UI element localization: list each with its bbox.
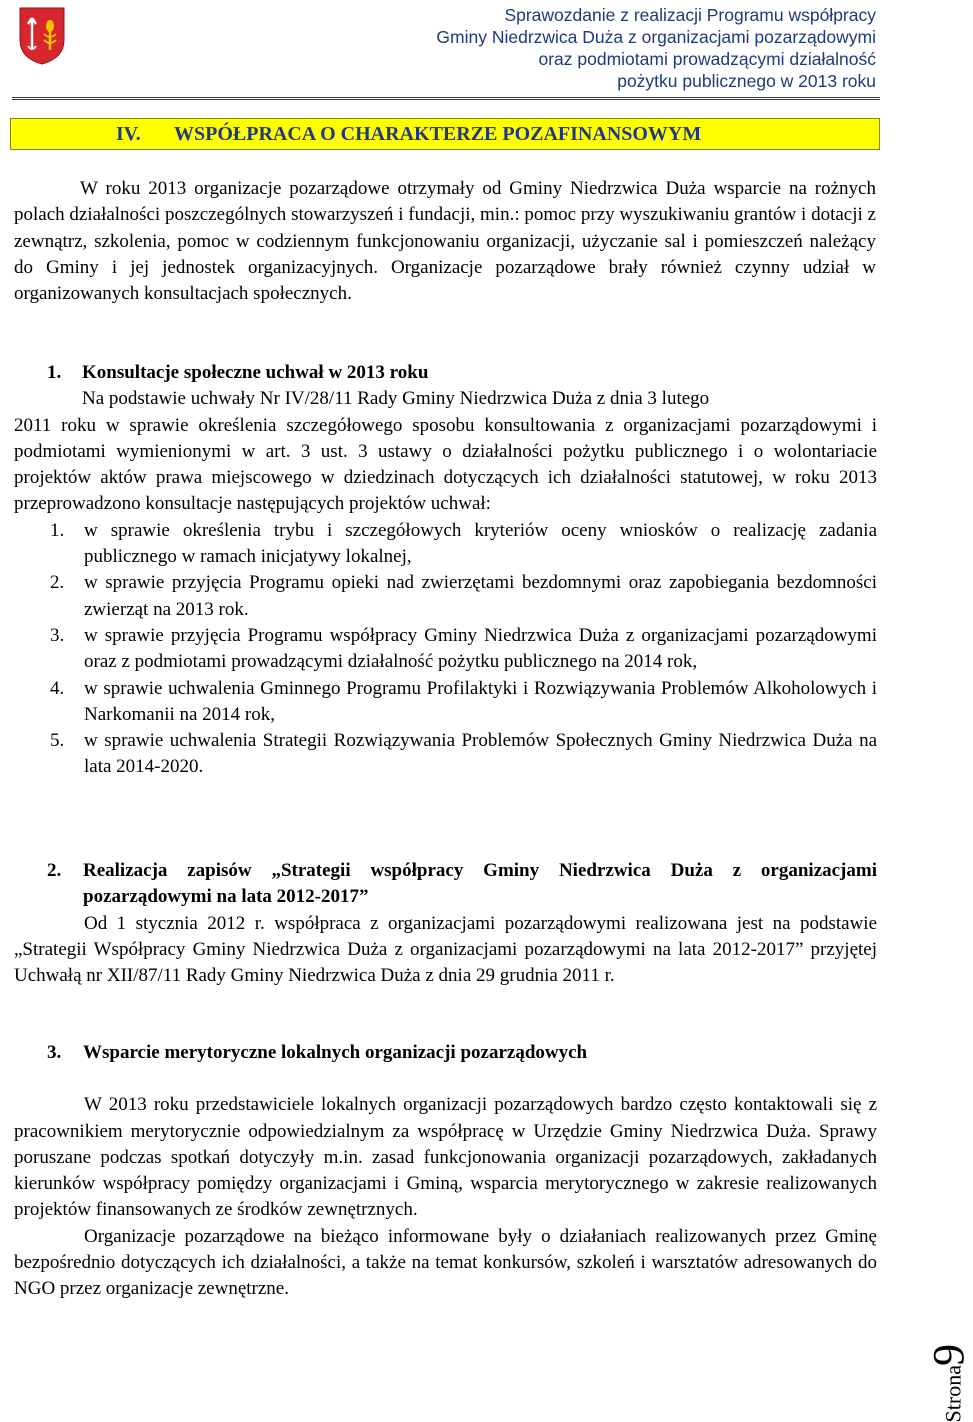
header-line-2: Gminy Niedrzwica Duża z organizacjami pozarządowymi: [436, 27, 876, 47]
section-paragraph: Organizacje pozarządowe na bieżąco informowane były o działaniach realizowanych przez Gminę bezpośrednio dotyczących ich działalności, a także na temat konkursów, szkoleń i warsztatów adresowanych do NGO przez organizacje zewnętrzne.: [14, 1225, 877, 1300]
list-item: [14, 570, 877, 623]
running-header: [436, 4, 876, 92]
page-number: [920, 1300, 973, 1422]
list-item: [14, 623, 877, 676]
list-item-number: 2.: [50, 572, 65, 594]
list-item: [14, 728, 877, 781]
chapter-title: WSPÓŁPRACA O CHARAKTERZE POZAFINANSOWYM: [174, 123, 702, 145]
section-heading: [47, 858, 877, 911]
section-paragraph: W 2013 roku przedstawiciele lokalnych organizacji pozarządowych bardzo często kontaktowali się z pracownikiem merytorycznie odpowiedzialnym za współpracę w Urzędzie Gminy Niedrzwica Duża. Sprawy poruszane podczas spotkań dotyczyły m.in. zasad funkcjonowania organizacji pozarządowych, zakładanych kierunków współpracy pomiędzy organizacjami i Gminą, wsparcia merytorycznego w zakresie realizowanych projektów finansowanych ze środków zewnętrznych.: [14, 1094, 877, 1221]
section-title: Konsultacje społeczne uchwał w 2013 roku: [82, 362, 429, 383]
list-item-text: w sprawie przyjęcia Programu opieki nad zwierzętami bezdomnymi oraz zapobiegania bezdomności zwierząt na 2013 rok.: [84, 572, 877, 620]
list-item-number: 4.: [50, 677, 65, 699]
section-number: 1.: [47, 362, 62, 383]
section-heading: [47, 360, 877, 386]
section-body: [14, 911, 877, 990]
section-body: 2011 roku w sprawie określenia szczegółowego sposobu konsultowania z organizacjami pozarządowymi i podmiotami wymienionymi w art. 3 ust. 3 ustawy o działalności pożytku publicznego i o wolontariacie projektów aktów prawa miejscowego w dziedzinach dotyczących ich działalności statutowej, w roku 2013 przeprowadzono konsultacje następujących projektów uchwał:: [14, 414, 877, 515]
section-title: Wsparcie merytoryczne lokalnych organizacji pozarządowych: [83, 1042, 588, 1063]
section-title: Realizacja zapisów „Strategii współpracy Gminy Niedrzwica Duża z organizacjami pozarządowymi na lata 2012-2017”: [83, 860, 877, 908]
header-line-1: Sprawozdanie z realizacji Programu współpracy: [504, 5, 876, 25]
section-number: 2.: [47, 860, 62, 881]
header-line-3: oraz podmiotami prowadzącymi działalność: [538, 49, 876, 69]
list-item-text: w sprawie uchwalenia Gminnego Programu Profilaktyki i Rozwiązywania Problemów Alkoholowych i Narkomanii na 2014 rok,: [84, 677, 877, 725]
section-heading: [47, 1040, 877, 1066]
coat-of-arms-logo: [18, 6, 66, 66]
list-item-text: w sprawie uchwalenia Strategii Rozwiązywania Problemów Społecznych Gminy Niedrzwica Duża na lata 2014-2020.: [84, 730, 877, 778]
section-strategy: [14, 858, 877, 989]
section-body: [14, 1092, 877, 1302]
resolution-list: [14, 518, 877, 781]
list-item-number: 3.: [50, 624, 65, 646]
list-item: [14, 518, 877, 571]
section-lead: Na podstawie uchwały Nr IV/28/11 Rady Gminy Niedrzwica Duża z dnia 3 lutego: [82, 388, 710, 410]
header-line-4: pożytku publicznego w 2013 roku: [617, 71, 876, 91]
list-item: [14, 676, 877, 729]
section-paragraph: Od 1 stycznia 2012 r. współpraca z organizacjami pozarządowymi realizowana jest na podstawie „Strategii Współpracy Gminy Niedrzwica Duża z organizacjami pozarządowymi na lata 2012-2017” przyjętej Uchwałą nr XII/87/11 Rady Gminy Niedrzwica Duża z dnia 29 grudnia 2011 r.: [14, 912, 877, 987]
list-item-number: 5.: [50, 730, 65, 752]
section-support: [14, 1040, 877, 1303]
page-number-value: 9: [924, 1344, 973, 1366]
list-item-number: 1.: [50, 519, 65, 541]
page-label: Strona: [940, 1365, 965, 1422]
section-consultations: [14, 360, 877, 781]
chapter-number: IV.: [116, 123, 141, 145]
section-number: 3.: [47, 1042, 62, 1063]
header-divider: [12, 97, 880, 100]
intro-paragraph: W roku 2013 organizacje pozarządowe otrzymały od Gminy Niedrzwica Duża wsparcie na rożnych polach działalności poszczególnych stowarzyszeń i fundacji, min.: pomoc przy wyszukiwaniu grantów i dotacji z zewnątrz, szkolenia, pomoc w codziennym funkcjonowaniu organizacji, użyczanie sal i pomieszczeń należący do Gminy i jej jednostek organizacyjnych. Organizacje pozarządowe brały również czynny udział w organizowanych konsultacjach społecznych.: [14, 178, 876, 305]
list-item-text: w sprawie przyjęcia Programu współpracy Gminy Niedrzwica Duża z organizacjami pozarządowymi oraz z podmiotami prowadzącymi działalność pożytku publicznego na 2014 rok,: [84, 624, 877, 673]
list-item-text: w sprawie określenia trybu i szczegółowych kryteriów oceny wniosków o realizację zadania publicznego w ramach inicjatywy lokalnej,: [84, 519, 877, 568]
chapter-banner: [10, 118, 880, 150]
